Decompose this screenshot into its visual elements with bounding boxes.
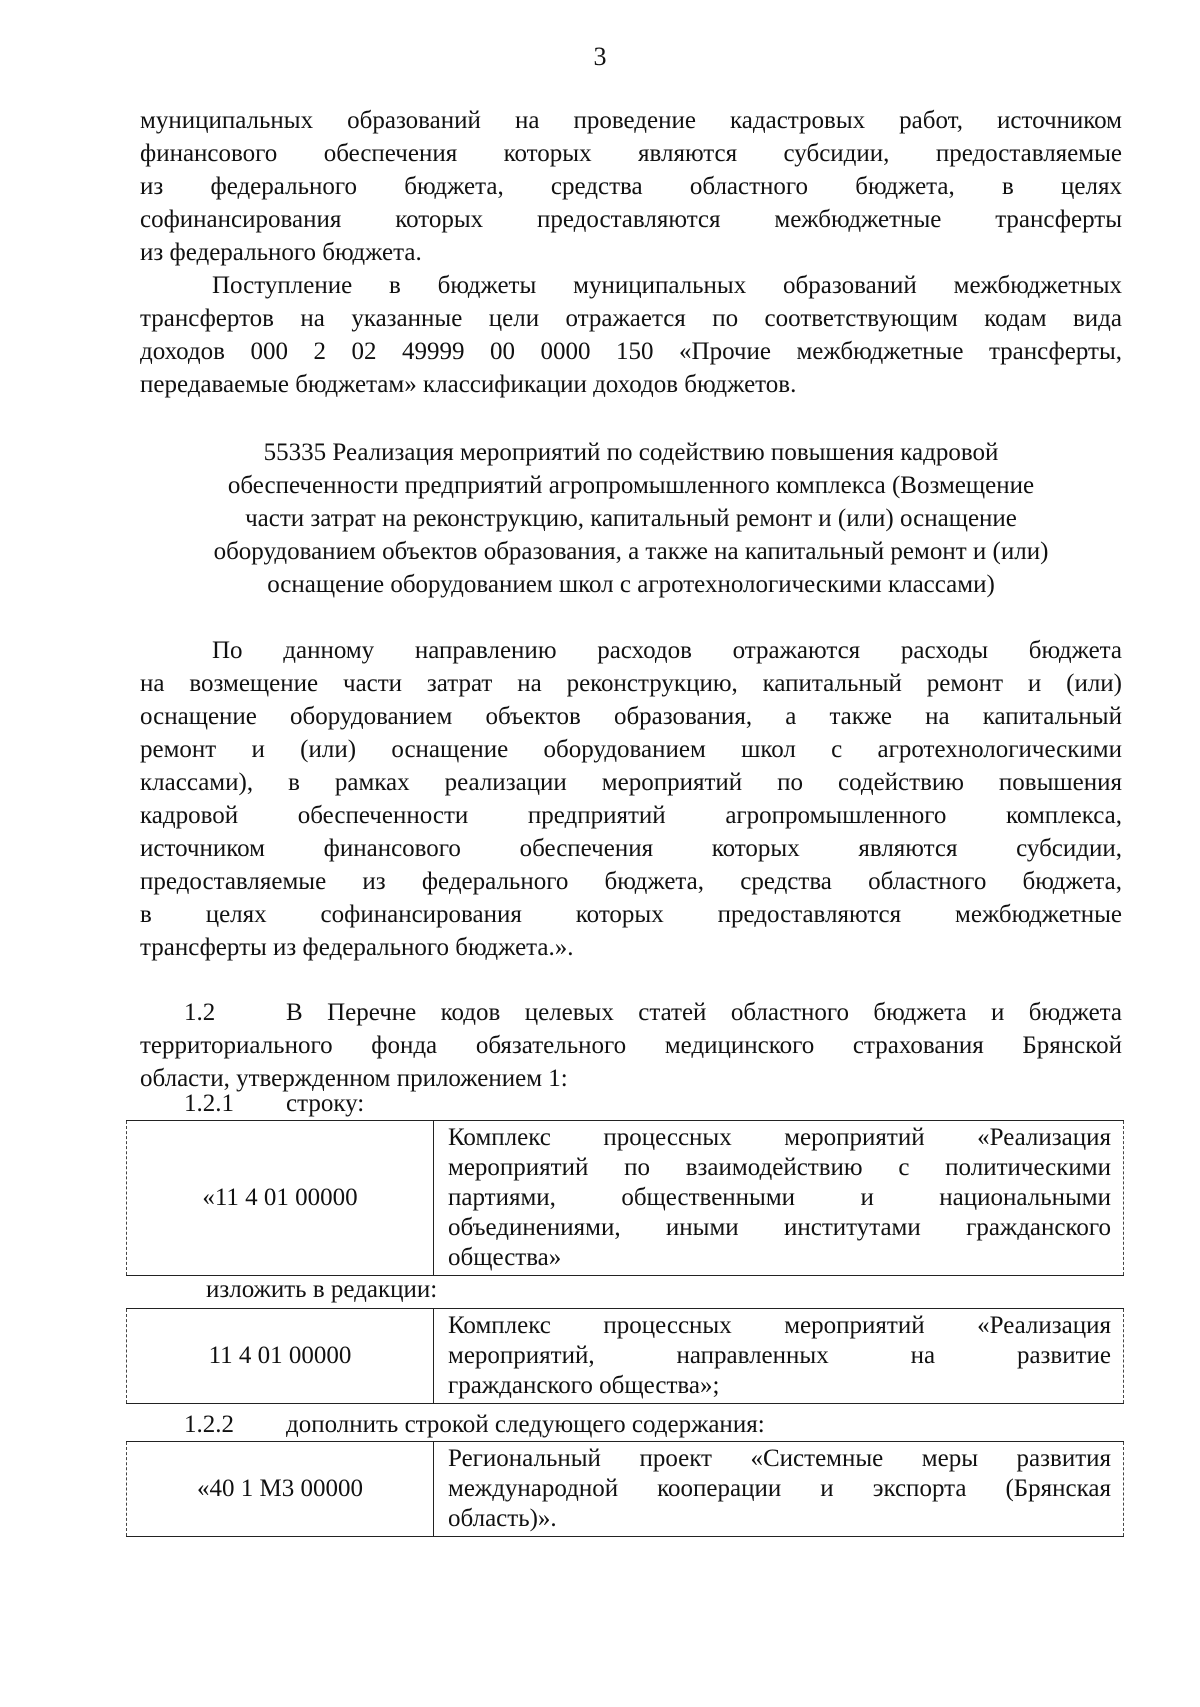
code-cell: 11 4 01 00000 <box>127 1309 434 1404</box>
paragraph-3 <box>140 634 1122 964</box>
cell-line: Комплекс процессных мероприятий «Реализация <box>448 1312 1111 1339</box>
cell-line: мероприятий по взаимодействию с политическими <box>448 1154 1111 1181</box>
text-line: области, утвержденном приложением 1: <box>140 1065 568 1092</box>
text-line: По данному направлению расходов отражаются расходы бюджета <box>212 637 1122 664</box>
table-added-row <box>126 1441 1124 1537</box>
item-number: 1.2.2 <box>184 1411 234 1438</box>
table-row <box>127 1121 1124 1276</box>
description-cell <box>434 1121 1124 1276</box>
text-line: из федерального бюджета. <box>140 239 422 266</box>
cell-line: Региональный проект «Системные меры развития <box>448 1445 1111 1472</box>
edit-label: изложить в редакции: <box>206 1276 438 1303</box>
text-line: классами), в рамках реализации мероприятий по содействию повышения <box>140 769 1122 796</box>
table-row <box>127 1309 1124 1404</box>
text-line: оснащение оборудованием объектов образования, а также на капитальный <box>140 703 1122 730</box>
cell-line: мероприятий, направленных на развитие <box>448 1342 1111 1369</box>
item-text: строку: <box>286 1090 365 1117</box>
heading-line: оснащение оборудованием школ с агротехнологическими классами) <box>267 571 995 598</box>
text-line: трансферты из федерального бюджета.». <box>140 934 574 961</box>
text-span: В Перечне кодов целевых статей областного бюджета и бюджета <box>286 999 1122 1026</box>
text-line: кадровой обеспеченности предприятий агропромышленного комплекса, <box>140 802 1122 829</box>
cell-line: международной кооперации и экспорта (Брянская <box>448 1475 1111 1502</box>
heading-line: оборудованием объектов образования, а также на капитальный ремонт и (или) <box>213 538 1049 565</box>
text-line: передаваемые бюджетам» классификации доходов бюджетов. <box>140 371 797 398</box>
item-number: 1.2.1 <box>184 1090 234 1117</box>
text-line: на возмещение части затрат на реконструкцию, капитальный ремонт и (или) <box>140 670 1122 697</box>
cell-line: объединениями, иными институтами гражданского <box>448 1214 1111 1241</box>
item-1-2 <box>140 996 1122 1095</box>
text-line: Поступление в бюджеты муниципальных образований межбюджетных <box>212 272 1122 299</box>
heading-line: 55335 Реализация мероприятий по содействию повышения кадровой <box>263 439 999 466</box>
text-line: источником финансового обеспечения которых являются субсидии, <box>140 835 1122 862</box>
code-cell: «11 4 01 00000 <box>127 1121 434 1276</box>
cell-line: партиями, общественными и национальными <box>448 1184 1111 1211</box>
text-line: финансового обеспечения которых являются субсидии, предоставляемые <box>140 140 1122 167</box>
page-number: 3 <box>593 42 607 71</box>
text-line: доходов 000 2 02 49999 00 0000 150 «Прочие межбюджетные трансферты, <box>140 338 1122 365</box>
description-cell <box>434 1442 1124 1537</box>
text-line: в целях софинансирования которых предоставляются межбюджетные <box>140 901 1122 928</box>
paragraph-2 <box>140 269 1122 401</box>
description-cell <box>434 1309 1124 1404</box>
cell-line: область)». <box>448 1505 557 1532</box>
text-line: территориального фонда обязательного медицинского страхования Брянской <box>140 1032 1122 1059</box>
code-cell: «40 1 М3 00000 <box>127 1442 434 1537</box>
section-heading <box>140 436 1122 601</box>
table-old-row <box>126 1120 1124 1276</box>
item-text: дополнить строкой следующего содержания: <box>286 1411 765 1438</box>
paragraph-1 <box>140 104 1122 269</box>
text-line: из федерального бюджета, средства областного бюджета, в целях <box>140 173 1122 200</box>
text-line: муниципальных образований на проведение кадастровых работ, источником <box>140 107 1122 134</box>
text-line <box>140 996 1122 1029</box>
table-row <box>127 1442 1124 1537</box>
text-line: ремонт и (или) оснащение оборудованием школ с агротехнологическими <box>140 736 1122 763</box>
cell-line: общества» <box>448 1244 562 1271</box>
table-new-row <box>126 1308 1124 1404</box>
heading-line: обеспеченности предприятий агропромышленного комплекса (Возмещение <box>227 472 1035 499</box>
cell-line: гражданского общества»; <box>448 1372 720 1399</box>
text-line: предоставляемые из федерального бюджета, средства областного бюджета, <box>140 868 1122 895</box>
heading-line: части затрат на реконструкцию, капитальный ремонт и (или) оснащение <box>245 505 1017 532</box>
text-line: софинансирования которых предоставляются межбюджетные трансферты <box>140 206 1122 233</box>
cell-line: Комплекс процессных мероприятий «Реализация <box>448 1124 1111 1151</box>
text-line: трансфертов на указанные цели отражается по соответствующим кодам вида <box>140 305 1122 332</box>
item-number: 1.2 <box>184 999 216 1026</box>
